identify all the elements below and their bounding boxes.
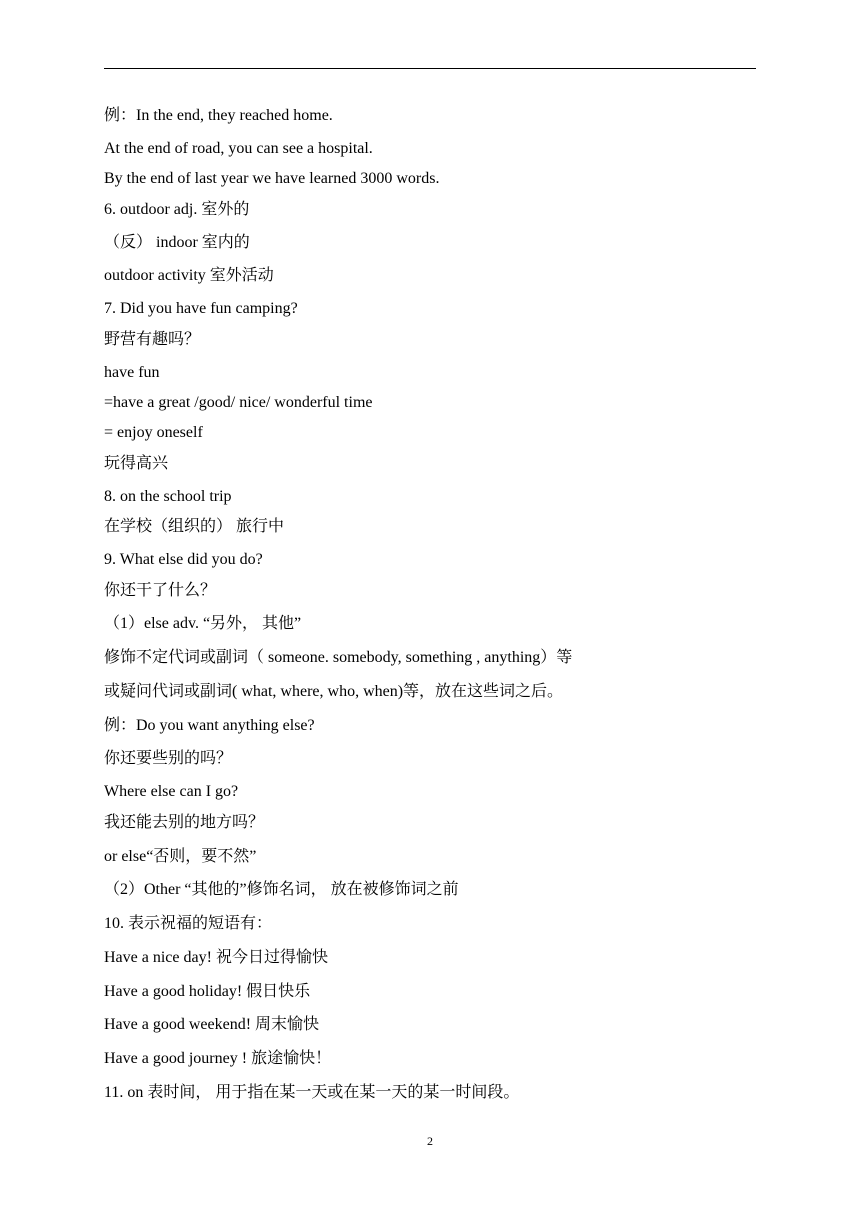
text-line: 9. What else did you do? [104,551,263,568]
header-rule [104,68,756,69]
text-line: = enjoy oneself [104,424,203,441]
text-line: 7. Did you have fun camping? [104,300,298,317]
text-line: Have a good weekend! 周末愉快 [104,1016,320,1033]
text-line: （1）else adv. “另外， 其他” [104,615,302,632]
text-line: 6. outdoor adj. 室外的 [104,201,250,218]
text-line: have fun [104,364,160,381]
text-line: 你还干了什么？ [104,582,217,599]
text-line: 我还能去别的地方吗？ [104,814,265,831]
text-line: 玩得高兴 [104,455,169,472]
text-line: 10. 表示祝福的短语有： [104,915,273,932]
text-line: 你还要些别的吗？ [104,750,233,767]
text-line: 例：In the end, they reached home. [104,107,333,124]
text-line: 11. on 表时间， 用于指在某一天或在某一天的某一时间段。 [104,1084,520,1101]
text-line: =have a great /good/ nice/ wonderful time [104,394,373,411]
text-line: （2）Other “其他的”修饰名词， 放在被修饰词之前 [104,881,459,898]
text-line: or else“否则，要不然” [104,848,257,865]
text-line: outdoor activity 室外活动 [104,267,274,284]
text-line: By the end of last year we have learned 3000 words. [104,170,440,187]
text-line: （反） indoor 室内的 [104,234,250,251]
page-number: 2 [427,1134,433,1148]
text-line: 例：Do you want anything else? [104,717,315,734]
text-line: 在学校（组织的） 旅行中 [104,518,285,535]
text-line: Have a nice day! 祝今日过得愉快 [104,949,328,966]
text-line: 8. on the school trip [104,488,232,505]
text-line: Have a good journey ! 旅途愉快！ [104,1050,332,1067]
text-line: 野营有趣吗？ [104,331,201,348]
text-line: Where else can I go? [104,783,239,800]
text-line: 修饰不定代词或副词（ someone. somebody, something , anything）等 [104,649,573,666]
text-line: Have a good holiday! 假日快乐 [104,983,311,1000]
text-line: 或疑问代词或副词( what, where, who, when)等，放在这些词之后。 [104,683,564,700]
text-line: At the end of road, you can see a hospital. [104,140,373,157]
